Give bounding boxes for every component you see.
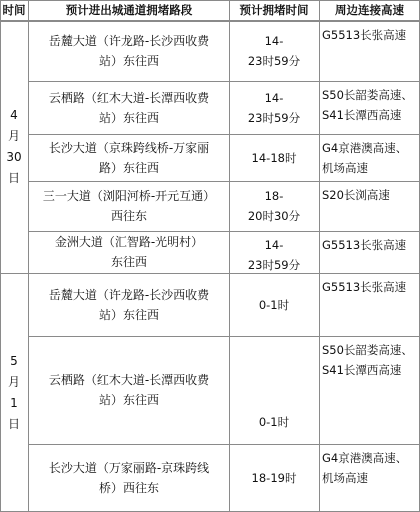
segment-text bbox=[30, 370, 228, 410]
time-cell bbox=[230, 412, 318, 432]
segment-text bbox=[30, 285, 228, 325]
segment-text bbox=[30, 31, 228, 71]
segment-cell bbox=[30, 181, 228, 231]
text-line: 5 bbox=[10, 353, 18, 368]
segment-cell bbox=[30, 336, 228, 444]
text-line: 14- bbox=[264, 90, 284, 105]
highway-cell bbox=[322, 185, 418, 205]
text-line: 4 bbox=[10, 108, 18, 122]
highway-cell bbox=[322, 448, 418, 488]
segment-text bbox=[30, 232, 228, 272]
segment-cell bbox=[30, 81, 228, 134]
segment-text bbox=[30, 88, 228, 128]
header-time: 预计拥堵时间 bbox=[239, 3, 309, 17]
text-line: 月 bbox=[7, 374, 20, 389]
text-line: 岳麓大道（许龙路-长沙西收费 bbox=[48, 287, 210, 302]
text-line: 日 bbox=[7, 171, 20, 185]
text-line: G4京港澳高速、 bbox=[322, 451, 408, 465]
text-line: 14-18时 bbox=[251, 150, 297, 165]
text-line: S41长潭西高速 bbox=[322, 363, 402, 377]
column-divider bbox=[28, 0, 29, 512]
time-cell bbox=[230, 148, 318, 168]
text-line: 路）东往西 bbox=[98, 160, 159, 175]
text-line: 机场高速 bbox=[322, 161, 368, 175]
text-line: 长沙大道（万家丽路-京珠跨线 bbox=[48, 461, 210, 475]
segment-text bbox=[30, 138, 228, 178]
text-line: 14- bbox=[264, 34, 284, 48]
text-line: 月 bbox=[7, 129, 20, 143]
text-line: 0-1时 bbox=[258, 297, 290, 312]
time-cell bbox=[230, 88, 318, 128]
segment-text bbox=[30, 458, 228, 498]
highway-cell bbox=[322, 85, 418, 125]
text-line: 1 bbox=[10, 395, 18, 410]
text-line: 日 bbox=[7, 416, 20, 431]
date-cell bbox=[0, 273, 28, 512]
text-line: 桥）西往东 bbox=[98, 481, 159, 495]
highway-cell bbox=[322, 277, 418, 297]
text-line: S20长浏高速 bbox=[322, 188, 390, 202]
text-line: G4京港澳高速、 bbox=[322, 141, 408, 155]
highway-cell bbox=[322, 340, 418, 380]
text-line: S50长韶娄高速、 bbox=[322, 88, 413, 102]
segment-cell bbox=[30, 134, 228, 181]
text-line: 站）东往西 bbox=[98, 54, 159, 68]
segment-text bbox=[30, 186, 228, 226]
header-segment: 预计进出城通道拥堵路段 bbox=[65, 3, 193, 17]
text-line: G5513长张高速 bbox=[322, 280, 407, 294]
text-line: G5513长张高速 bbox=[322, 238, 407, 252]
text-line: 14- bbox=[264, 238, 284, 252]
text-line: 站）东往西 bbox=[98, 110, 159, 125]
text-line: 20时30分 bbox=[247, 209, 301, 223]
column-divider bbox=[319, 0, 320, 512]
segment-cell bbox=[30, 444, 228, 512]
text-line: 西往东 bbox=[110, 209, 147, 223]
text-line: S41长潭西高速 bbox=[322, 108, 402, 122]
text-line: S50长韶娄高速、 bbox=[322, 343, 413, 357]
column-divider bbox=[0, 0, 1, 512]
time-cell bbox=[230, 31, 318, 71]
text-line: 23时59分 bbox=[247, 54, 301, 68]
header-date: 时间 bbox=[2, 3, 26, 17]
segment-cell bbox=[30, 21, 228, 81]
highway-cell bbox=[322, 25, 418, 45]
text-line: 金洲大道（汇智路-光明村） bbox=[54, 235, 204, 249]
text-line: 18- bbox=[264, 189, 284, 203]
text-line: 云栖路（红木大道-长潭西收费 bbox=[48, 90, 210, 105]
text-line: 站）东往西 bbox=[98, 307, 159, 322]
text-line: 18-19时 bbox=[251, 471, 297, 485]
time-cell bbox=[230, 235, 318, 275]
date-cell bbox=[0, 21, 28, 273]
segment-cell bbox=[30, 231, 228, 273]
text-line: 23时59分 bbox=[247, 110, 301, 125]
text-line: 长沙大道（京珠跨线桥-万家丽 bbox=[48, 140, 210, 155]
highway-cell bbox=[322, 235, 418, 255]
text-line: 站）东往西 bbox=[98, 393, 159, 407]
text-line: 0-1时 bbox=[258, 415, 290, 430]
time-cell bbox=[230, 186, 318, 226]
time-cell bbox=[230, 468, 318, 488]
text-line: 东往西 bbox=[110, 255, 147, 269]
row-divider bbox=[0, 0, 420, 1]
text-line: 23时59分 bbox=[247, 258, 301, 272]
text-line: G5513长张高速 bbox=[322, 28, 407, 42]
column-divider bbox=[229, 0, 230, 512]
text-line: 云栖路（红木大道-长潭西收费 bbox=[48, 373, 210, 387]
text-line: 三一大道（浏阳河桥-开元互通） bbox=[42, 189, 216, 203]
time-cell bbox=[230, 295, 318, 315]
header-highway: 周边连接高速 bbox=[335, 3, 404, 17]
highway-cell bbox=[322, 138, 418, 178]
text-line: 机场高速 bbox=[322, 471, 368, 485]
text-line: 岳麓大道（许龙路-长沙西收费 bbox=[48, 34, 210, 48]
segment-cell bbox=[30, 273, 228, 336]
text-line: 30 bbox=[6, 150, 22, 164]
